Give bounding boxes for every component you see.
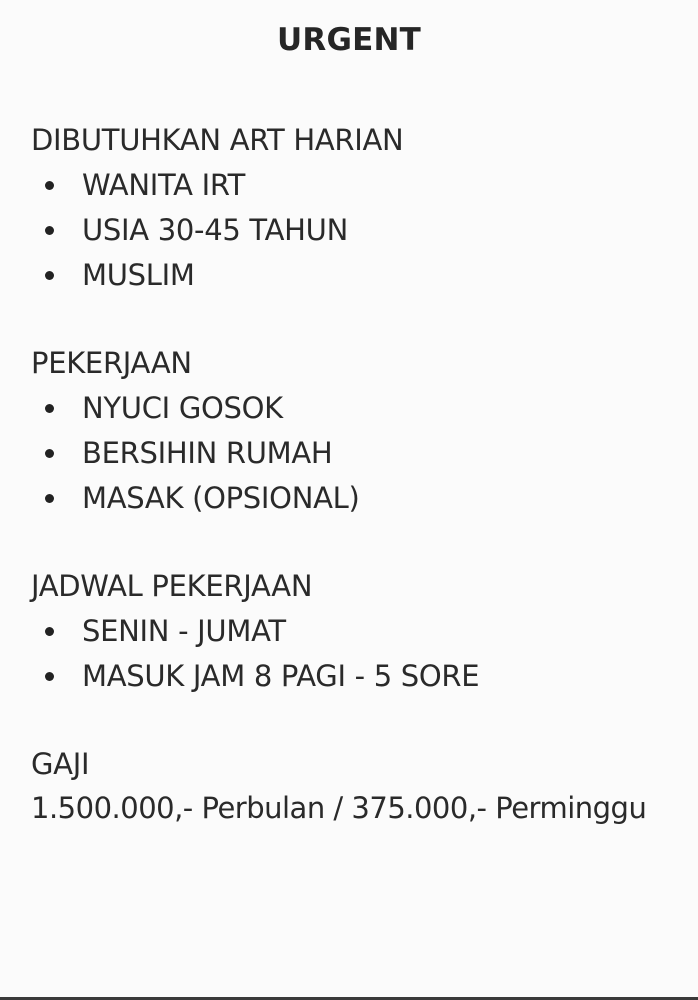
- list-item: [31, 208, 681, 253]
- section-schedule: [31, 564, 681, 699]
- list-item-text: USIA 30-45 TAHUN: [82, 213, 348, 247]
- section-heading: GAJI: [31, 747, 90, 781]
- schedule-list: [31, 609, 681, 699]
- section-duties: [31, 341, 681, 521]
- list-item: [31, 163, 681, 208]
- bullet-icon: [45, 449, 54, 458]
- list-item: [31, 609, 681, 654]
- bullet-icon: [45, 271, 54, 280]
- list-item-text: MUSLIM: [82, 258, 195, 292]
- list-item-text: SENIN - JUMAT: [82, 614, 286, 648]
- list-item: [31, 431, 681, 476]
- bullet-icon: [45, 226, 54, 235]
- bullet-icon: [45, 494, 54, 503]
- list-item-text: MASAK (OPSIONAL): [82, 481, 360, 515]
- requirements-list: [31, 163, 681, 298]
- list-item: [31, 654, 681, 699]
- list-item: [31, 386, 681, 431]
- list-item: [31, 476, 681, 521]
- list-item-text: NYUCI GOSOK: [82, 391, 283, 425]
- section-salary: [31, 742, 681, 830]
- list-item-text: BERSIHIN RUMAH: [82, 436, 333, 470]
- duties-list: [31, 386, 681, 521]
- salary-detail: 1.500.000,- Perbulan / 375.000,- Perminggu: [31, 791, 647, 825]
- list-item-text: MASUK JAM 8 PAGI - 5 SORE: [82, 659, 480, 693]
- bullet-icon: [45, 672, 54, 681]
- section-heading: PEKERJAAN: [31, 346, 192, 380]
- bullet-icon: [45, 181, 54, 190]
- section-requirements: [31, 118, 681, 298]
- bullet-icon: [45, 404, 54, 413]
- list-item: [31, 253, 681, 298]
- job-posting-content: [31, 118, 681, 873]
- section-heading: DIBUTUHKAN ART HARIAN: [31, 123, 404, 157]
- page-title: URGENT: [277, 22, 421, 58]
- list-item-text: WANITA IRT: [82, 168, 245, 202]
- section-heading: JADWAL PEKERJAAN: [31, 569, 313, 603]
- bullet-icon: [45, 627, 54, 636]
